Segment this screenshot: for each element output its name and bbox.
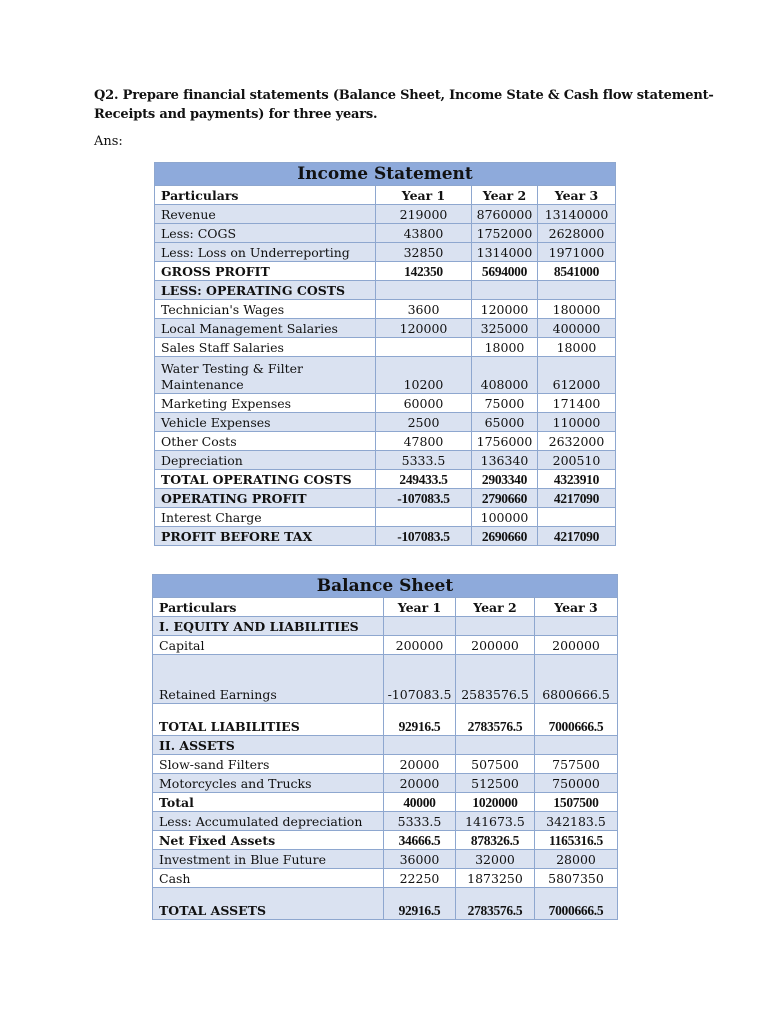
row-value: 10200 (376, 357, 472, 394)
row-value: 40000 (384, 793, 456, 812)
row-value: 408000 (472, 357, 538, 394)
row-value: 120000 (472, 300, 538, 319)
row-value: 2783576.5 (456, 704, 535, 736)
row-value: 34666.5 (384, 831, 456, 850)
row-value: 92916.5 (384, 704, 456, 736)
row-value: 5333.5 (384, 812, 456, 831)
income-statement-table (154, 162, 616, 546)
row-label: Total (153, 793, 384, 812)
row-label: Slow-sand Filters (153, 755, 384, 774)
row-label: Depreciation (155, 451, 376, 470)
row-value: 2583576.5 (456, 655, 535, 704)
table-row (153, 869, 618, 888)
row-value: 7000666.5 (535, 888, 618, 920)
column-header: Particulars (155, 186, 376, 205)
balance-sheet-header-row (153, 598, 618, 617)
row-label: LESS: OPERATING COSTS (155, 281, 376, 300)
balance-sheet-table (152, 574, 618, 920)
table-row (155, 319, 616, 338)
row-label: TOTAL LIABILITIES (153, 704, 384, 736)
row-value: 200000 (456, 636, 535, 655)
table-row (155, 432, 616, 451)
row-value: 512500 (456, 774, 535, 793)
row-value: 171400 (538, 394, 616, 413)
row-value: 1756000 (472, 432, 538, 451)
row-label: Less: Accumulated depreciation (153, 812, 384, 831)
row-value: 22250 (384, 869, 456, 888)
table-row (155, 470, 616, 489)
row-value: -107083.5 (384, 655, 456, 704)
table-row (155, 262, 616, 281)
row-value: 20000 (384, 774, 456, 793)
row-value: 4323910 (538, 470, 616, 489)
row-value: 1971000 (538, 243, 616, 262)
row-label: TOTAL OPERATING COSTS (155, 470, 376, 489)
table-row (155, 508, 616, 527)
row-value: 219000 (376, 205, 472, 224)
row-value: 5807350 (535, 869, 618, 888)
row-value: 750000 (535, 774, 618, 793)
table-row (153, 655, 618, 704)
row-value: 43800 (376, 224, 472, 243)
table-row (153, 888, 618, 920)
table-row (155, 281, 616, 300)
row-value: 400000 (538, 319, 616, 338)
row-value: 249433.5 (376, 470, 472, 489)
row-value: 36000 (384, 850, 456, 869)
row-value: 65000 (472, 413, 538, 432)
row-value: 32000 (456, 850, 535, 869)
row-value: 8541000 (538, 262, 616, 281)
row-label: TOTAL ASSETS (153, 888, 384, 920)
row-label: Sales Staff Salaries (155, 338, 376, 357)
column-header: Year 2 (456, 598, 535, 617)
table-row (153, 617, 618, 636)
row-value: 47800 (376, 432, 472, 451)
row-value: 13140000 (538, 205, 616, 224)
row-value (538, 281, 616, 300)
income-statement-title: Income Statement (155, 163, 616, 186)
row-value: 200510 (538, 451, 616, 470)
table-row (153, 636, 618, 655)
row-value: 1165316.5 (535, 831, 618, 850)
column-header: Particulars (153, 598, 384, 617)
row-value: 1314000 (472, 243, 538, 262)
row-value: 878326.5 (456, 831, 535, 850)
row-value (376, 281, 472, 300)
row-value: 8760000 (472, 205, 538, 224)
row-value: 2500 (376, 413, 472, 432)
table-row (153, 812, 618, 831)
table-row (153, 704, 618, 736)
table-row (153, 736, 618, 755)
row-value (456, 736, 535, 755)
row-value: 110000 (538, 413, 616, 432)
row-value: 2783576.5 (456, 888, 535, 920)
row-label: Cash (153, 869, 384, 888)
row-value: 60000 (376, 394, 472, 413)
row-label: Motorcycles and Trucks (153, 774, 384, 793)
row-label: Investment in Blue Future (153, 850, 384, 869)
row-value: 18000 (472, 338, 538, 357)
row-value: 142350 (376, 262, 472, 281)
row-value: 120000 (376, 319, 472, 338)
row-label: Vehicle Expenses (155, 413, 376, 432)
row-label: Less: COGS (155, 224, 376, 243)
row-value: 3600 (376, 300, 472, 319)
column-header: Year 1 (384, 598, 456, 617)
row-label: II. ASSETS (153, 736, 384, 755)
row-value: 1507500 (535, 793, 618, 812)
row-value (384, 736, 456, 755)
question-text: Q2. Prepare financial statements (Balance Sheet, Income State & Cash flow statement- Receipts and payments) for three years. (94, 88, 714, 122)
table-row (155, 243, 616, 262)
row-value (456, 617, 535, 636)
row-value (538, 508, 616, 527)
row-label: Net Fixed Assets (153, 831, 384, 850)
table-row (153, 850, 618, 869)
row-label: Revenue (155, 205, 376, 224)
row-value: 92916.5 (384, 888, 456, 920)
income-statement-header-row (155, 186, 616, 205)
table-row (155, 338, 616, 357)
row-value: 6800666.5 (535, 655, 618, 704)
table-row (155, 394, 616, 413)
table-row (155, 413, 616, 432)
row-value: 757500 (535, 755, 618, 774)
row-label: Water Testing & Filter Maintenance (155, 357, 376, 394)
row-label: Other Costs (155, 432, 376, 451)
row-label: Capital (153, 636, 384, 655)
row-label: Local Management Salaries (155, 319, 376, 338)
table-row (155, 357, 616, 394)
column-header: Year 2 (472, 186, 538, 205)
row-label: GROSS PROFIT (155, 262, 376, 281)
row-value: 100000 (472, 508, 538, 527)
table-row (155, 205, 616, 224)
row-label: Retained Earnings (153, 655, 384, 704)
row-value: 1020000 (456, 793, 535, 812)
row-value (535, 736, 618, 755)
column-header: Year 1 (376, 186, 472, 205)
row-label: Less: Loss on Underreporting (155, 243, 376, 262)
row-label: PROFIT BEFORE TAX (155, 527, 376, 546)
row-value (376, 338, 472, 357)
row-value: 18000 (538, 338, 616, 357)
row-label: Technician's Wages (155, 300, 376, 319)
row-value: 507500 (456, 755, 535, 774)
row-value: 4217090 (538, 527, 616, 546)
balance-sheet-title-row (153, 575, 618, 598)
table-row (155, 527, 616, 546)
row-value: 141673.5 (456, 812, 535, 831)
row-value (472, 281, 538, 300)
row-value: -107083.5 (376, 489, 472, 508)
balance-sheet-title: Balance Sheet (153, 575, 618, 598)
column-header: Year 3 (535, 598, 618, 617)
row-value: 20000 (384, 755, 456, 774)
row-value: 180000 (538, 300, 616, 319)
row-label: I. EQUITY AND LIABILITIES (153, 617, 384, 636)
row-value: 2690660 (472, 527, 538, 546)
row-value: 4217090 (538, 489, 616, 508)
row-value: 342183.5 (535, 812, 618, 831)
answer-label: Ans: (94, 134, 123, 149)
row-value (376, 508, 472, 527)
row-label: OPERATING PROFIT (155, 489, 376, 508)
table-row (155, 300, 616, 319)
table-row (153, 793, 618, 812)
income-statement-title-row (155, 163, 616, 186)
row-label: Interest Charge (155, 508, 376, 527)
row-value: 136340 (472, 451, 538, 470)
row-value: 612000 (538, 357, 616, 394)
row-value (384, 617, 456, 636)
row-value: 1873250 (456, 869, 535, 888)
row-value: 200000 (535, 636, 618, 655)
column-header: Year 3 (538, 186, 616, 205)
row-value: -107083.5 (376, 527, 472, 546)
row-value: 2903340 (472, 470, 538, 489)
table-row (155, 489, 616, 508)
row-value: 28000 (535, 850, 618, 869)
table-row (155, 451, 616, 470)
row-value: 2632000 (538, 432, 616, 451)
table-row (153, 831, 618, 850)
row-value: 325000 (472, 319, 538, 338)
row-value: 2790660 (472, 489, 538, 508)
row-value: 2628000 (538, 224, 616, 243)
table-row (155, 224, 616, 243)
row-value: 200000 (384, 636, 456, 655)
table-row (153, 774, 618, 793)
row-value (535, 617, 618, 636)
row-value: 1752000 (472, 224, 538, 243)
row-value: 7000666.5 (535, 704, 618, 736)
row-label: Marketing Expenses (155, 394, 376, 413)
table-row (153, 755, 618, 774)
row-value: 5694000 (472, 262, 538, 281)
row-value: 75000 (472, 394, 538, 413)
row-value: 5333.5 (376, 451, 472, 470)
row-value: 32850 (376, 243, 472, 262)
